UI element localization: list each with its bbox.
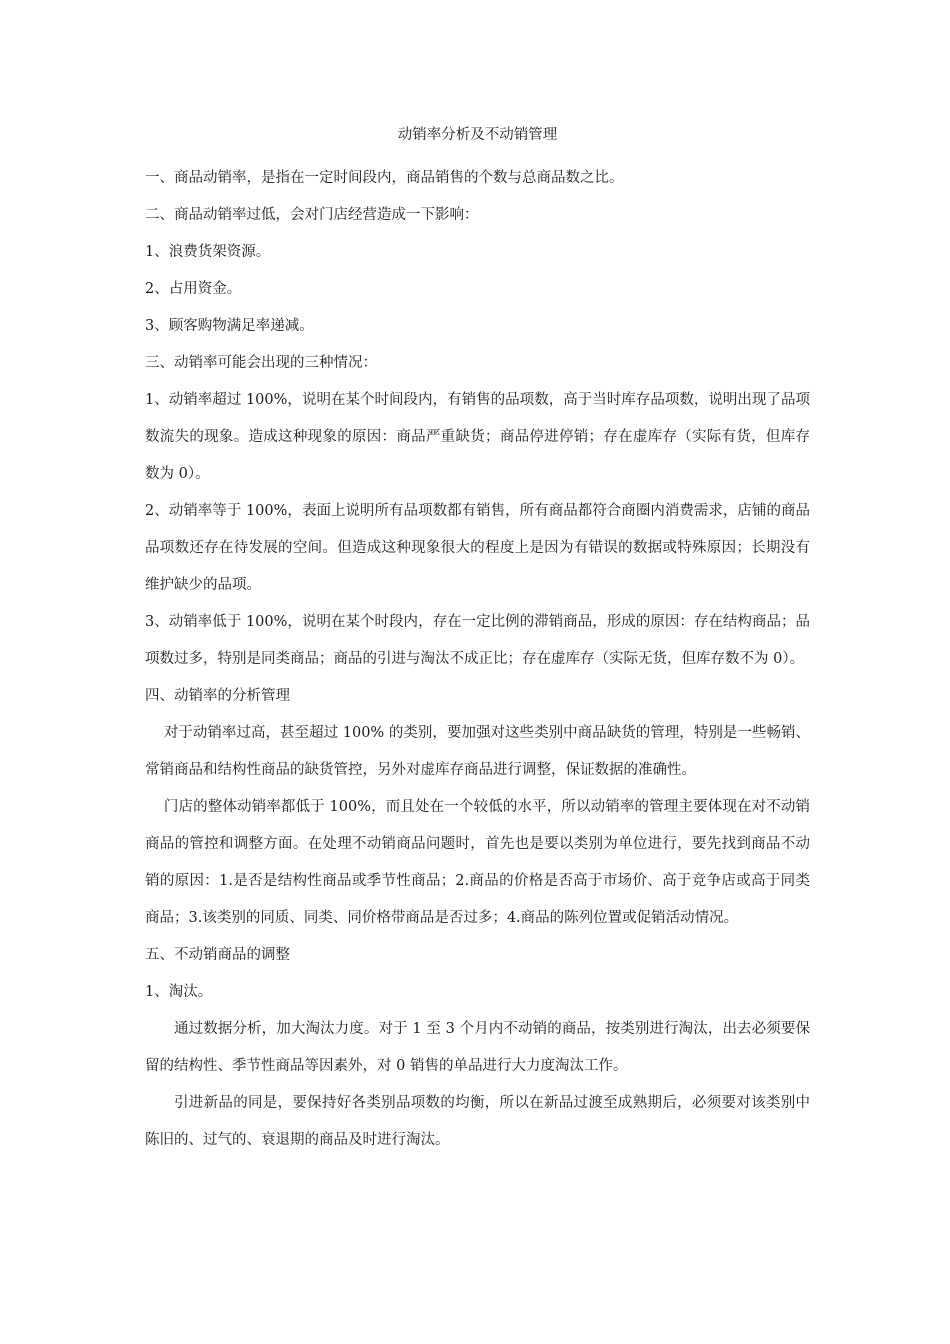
elimination-paragraph-2: 引进新品的同是，要保持好各类别品项数的均衡，所以在新品过渡至成熟期后，必须要对该类别中陈旧的、过气的、衰退期的商品及时进行淘汰。 <box>145 1095 810 1148</box>
situation-item-1: 1、动销率超过 100%，说明在某个时间段内，有销售的品项数，高于当时库存品项数，说明出现了品项数流失的现象。造成这种现象的原因：商品严重缺货；商品停进停销；存在虚库存（实际有货，但库存数为 0）。 <box>145 392 810 482</box>
situation-item-3: 3、动销率低于 100%，说明在某个时段内，存在一定比例的滞销商品，形成的原因：存在结构商品；品项数过多，特别是同类商品；商品的引进与淘汰不成正比；存在虚库存（实际无货，但库存数不为 0）。 <box>145 614 810 667</box>
impact-item-1: 1、浪费货架资源。 <box>145 244 271 260</box>
document-page <box>145 124 810 1159</box>
section-five-heading: 五、不动销商品的调整 <box>145 947 290 963</box>
analysis-paragraph-2: 门店的整体动销率都低于 100%，而且处在一个较低的水平，所以动销率的管理主要体现在对不动销商品的管控和调整方面。在处理不动销商品问题时，首先也是要以类别为单位进行，要先找到商品不动销的原因：1.是否是结构性商品或季节性商品；2.商品的价格是否高于市场价、高于竞争店或高于同类商品；3.该类别的同质、同类、同价格带商品是否过多；4.商品的陈列位置或促销活动情况。 <box>145 799 810 926</box>
elimination-paragraph-1: 通过数据分析，加大淘汰力度。对于 1 至 3 个月内不动销的商品，按类别进行淘汰，出去必须要保留的结构性、季节性商品等因素外，对 0 销售的单品进行大力度淘汰工作。 <box>145 1021 810 1074</box>
analysis-paragraph-1: 对于动销率过高，甚至超过 100% 的类别，要加强对这些类别中商品缺货的管理，特别是一些畅销、常销商品和结构性商品的缺货管控，另外对虚库存商品进行调整，保证数据的准确性。 <box>145 725 810 778</box>
section-two-heading: 二、商品动销率过低，会对门店经营造成一下影响： <box>145 207 479 223</box>
section-four-heading: 四、动销率的分析管理 <box>145 688 290 704</box>
impact-item-3: 3、顾客购物满足率递减。 <box>145 318 314 334</box>
adjustment-item-1: 1、淘汰。 <box>145 984 213 1000</box>
impact-item-2: 2、占用资金。 <box>145 281 242 297</box>
section-one-definition: 一、商品动销率，是指在一定时间段内，商品销售的个数与总商品数之比。 <box>145 170 624 186</box>
section-three-heading: 三、动销率可能会出现的三种情况： <box>145 355 377 371</box>
document-title: 动销率分析及不动销管理 <box>397 127 558 143</box>
situation-item-2: 2、动销率等于 100%，表面上说明所有品项数都有销售，所有商品都符合商圈内消费需求，店铺的商品品项数还存在待发展的空间。但造成这种现象很大的程度上是因为有错误的数据或特殊原因；长期没有维护缺少的品项。 <box>145 503 810 593</box>
